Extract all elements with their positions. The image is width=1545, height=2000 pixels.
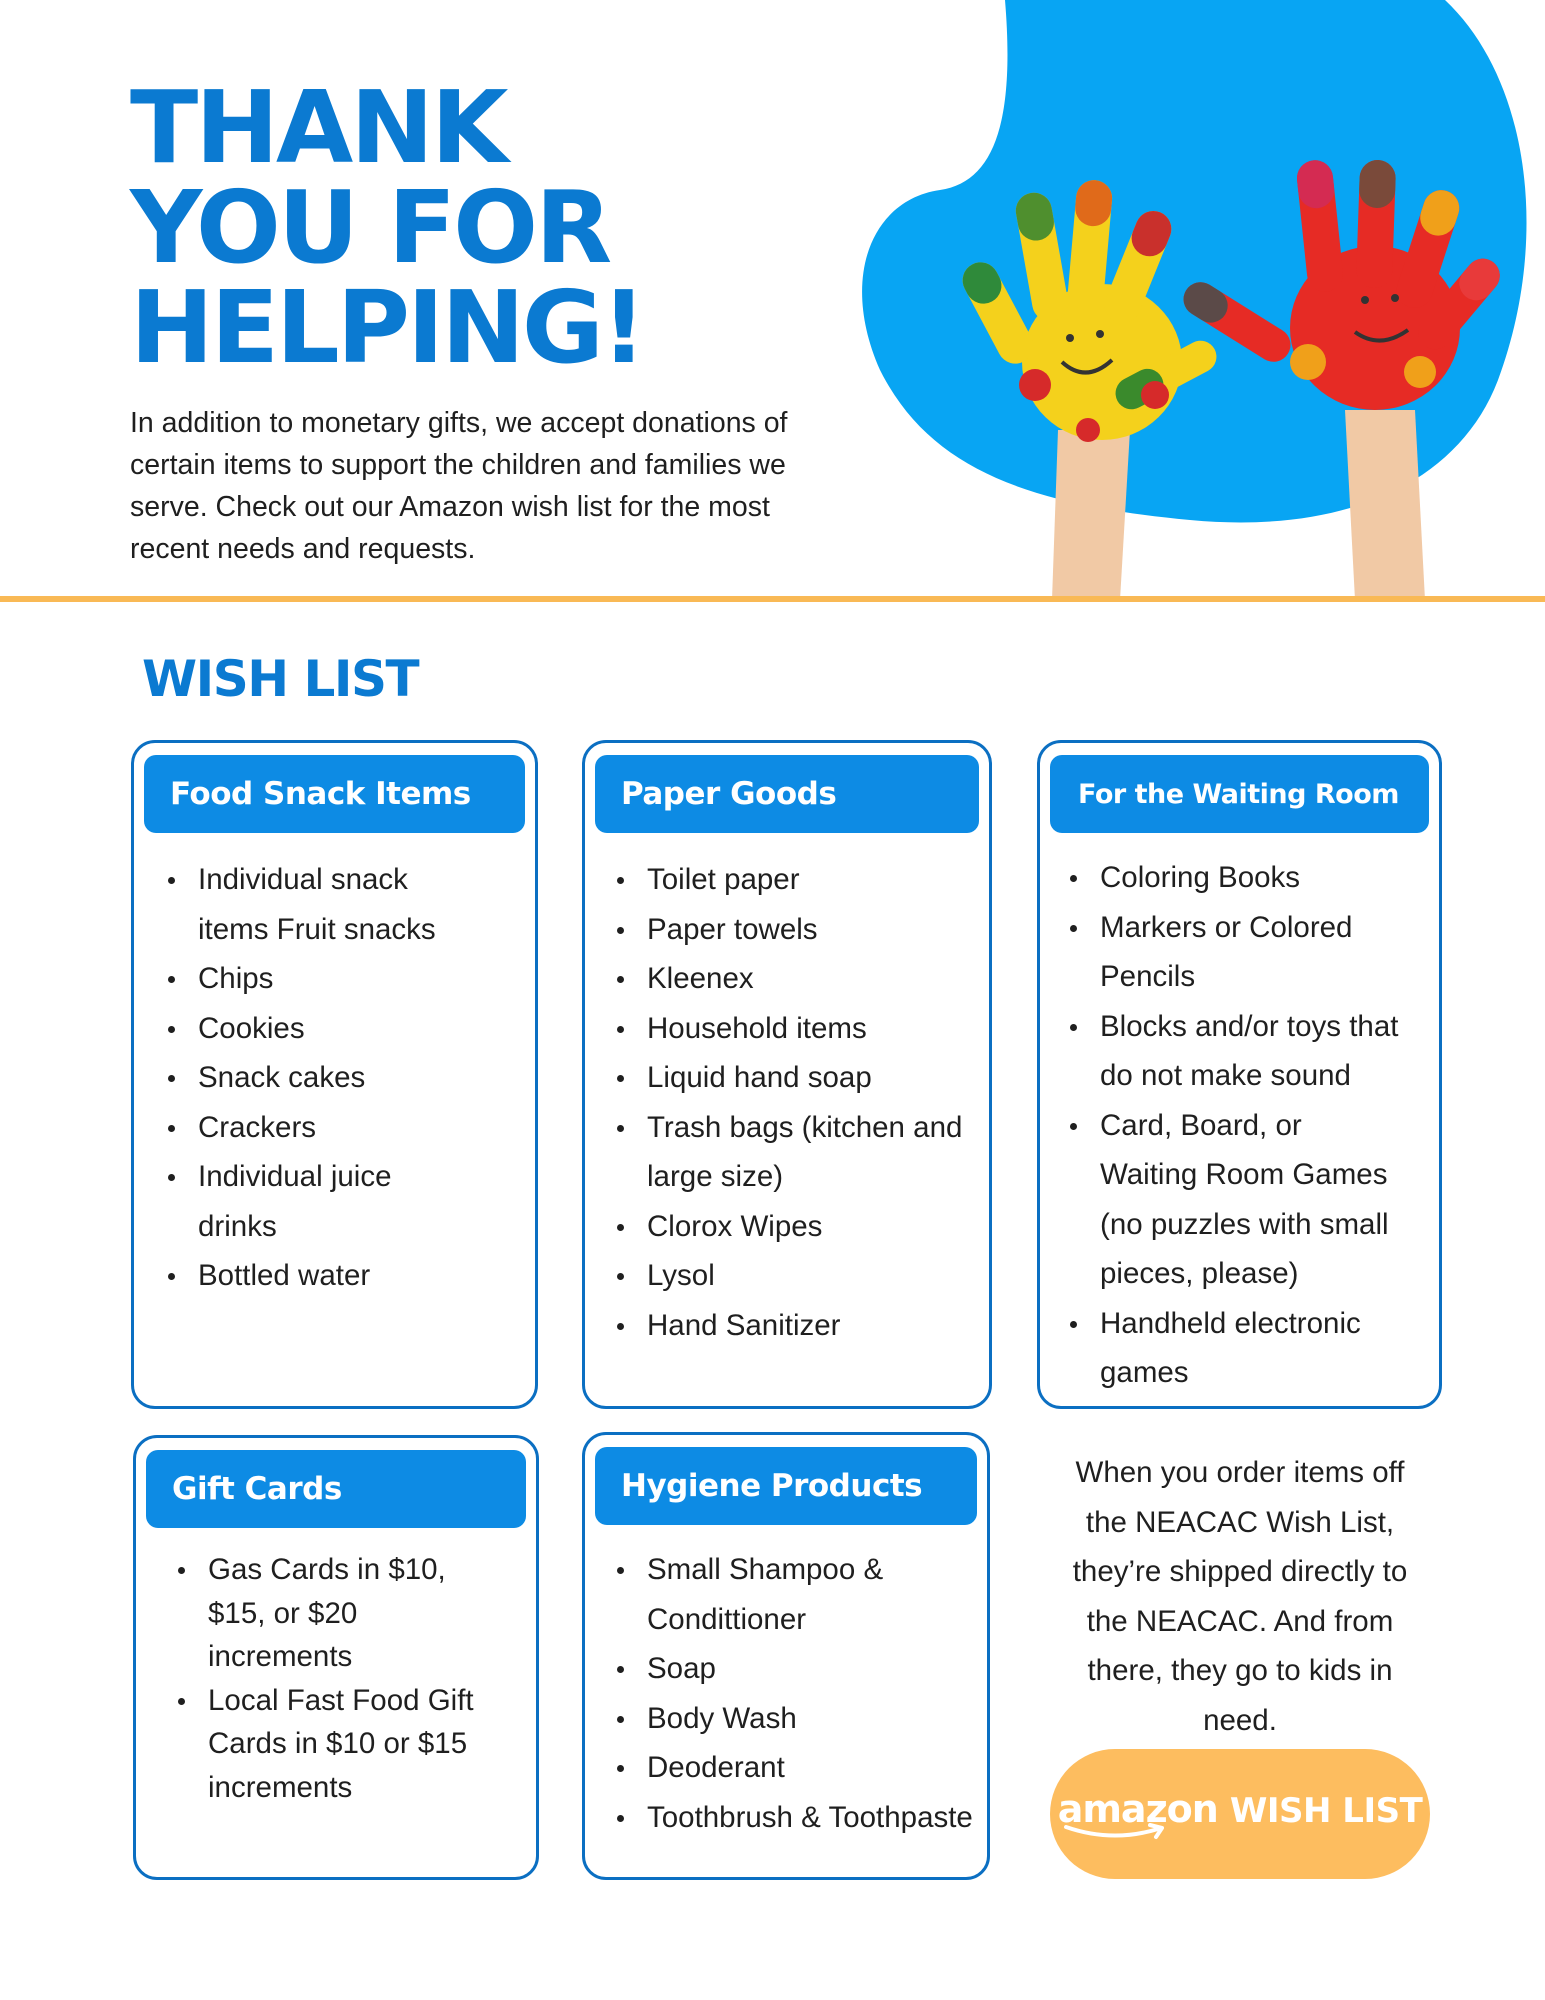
- list-item: Gas Cards in $10, $15, or $20 increments: [208, 1548, 508, 1679]
- amazon-button-label: WISH LIST: [1229, 1791, 1423, 1831]
- list-item: Hand Sanitizer: [647, 1301, 987, 1351]
- item-list: [198, 855, 525, 1301]
- list-item: Deoderant: [647, 1743, 987, 1793]
- list-item: Toothbrush & Toothpaste: [647, 1793, 987, 1843]
- card-title: Hygiene Products: [595, 1447, 977, 1525]
- list-item: Crackers: [198, 1103, 525, 1153]
- card-title: Gift Cards: [146, 1450, 526, 1528]
- card-waiting-room: [1037, 740, 1442, 1409]
- painted-hands-illustration: [830, 0, 1545, 600]
- amazon-smile-icon: [1062, 1823, 1174, 1841]
- card-hygiene-products: [582, 1432, 990, 1880]
- headline-line-3: HELPING!: [130, 269, 644, 386]
- card-paper-goods: [582, 740, 992, 1409]
- list-item: Card, Board, or Waiting Room Games (no puzzles with small pieces, please): [1100, 1101, 1400, 1299]
- list-item: Individual snack items Fruit snacks: [198, 855, 438, 954]
- list-item: Coloring Books: [1100, 853, 1430, 903]
- headline-line-2: YOU FOR: [130, 169, 610, 286]
- list-item: Small Shampoo & Condittioner: [647, 1545, 927, 1644]
- list-item: Handheld electronic games: [1100, 1299, 1390, 1398]
- section-divider: [0, 596, 1545, 602]
- item-list: [647, 855, 987, 1350]
- list-item: Clorox Wipes: [647, 1202, 987, 1252]
- list-item: Local Fast Food Gift Cards in $10 or $15 increments: [208, 1679, 498, 1810]
- intro-paragraph: In addition to monetary gifts, we accept donations of certain items to support the children and families we serve. Check out our Amazon wish list for the most recent needs and requests.: [130, 407, 788, 565]
- list-item: Soap: [647, 1644, 987, 1694]
- list-item: Lysol: [647, 1251, 987, 1301]
- wish-list-title: WISH LIST: [142, 650, 419, 708]
- card-title: Food Snack Items: [144, 755, 525, 833]
- item-list: [1100, 853, 1430, 1398]
- list-item: Cookies: [198, 1004, 525, 1054]
- list-item: Trash bags (kitchen and large size): [647, 1103, 977, 1202]
- headline-line-1: THANK: [130, 69, 506, 186]
- card-title: For the Waiting Room: [1050, 755, 1429, 833]
- list-item: Snack cakes: [198, 1053, 525, 1103]
- list-item: Markers or Colored Pencils: [1100, 903, 1390, 1002]
- item-list: [647, 1545, 987, 1842]
- list-item: Toilet paper: [647, 855, 987, 905]
- list-item: Chips: [198, 954, 525, 1004]
- list-item: Paper towels: [647, 905, 987, 955]
- amazon-wish-list-button[interactable]: [1050, 1749, 1430, 1879]
- list-item: Individual juice drinks: [198, 1152, 428, 1251]
- list-item: Body Wash: [647, 1694, 987, 1744]
- list-item: Bottled water: [198, 1251, 525, 1301]
- amazon-logo: [1058, 1787, 1218, 1841]
- item-list: [208, 1548, 528, 1809]
- card-title: Paper Goods: [595, 755, 979, 833]
- amazon-wordmark: amazon: [1057, 1787, 1218, 1831]
- wish-list-note: When you order items off the NEACAC Wish List, they’re shipped directly to the NEACAC. And from there, they go to kids in need.: [1072, 1456, 1408, 1737]
- headline: [130, 69, 644, 386]
- list-item: Liquid hand soap: [647, 1053, 987, 1103]
- list-item: Household items: [647, 1004, 987, 1054]
- card-gift-cards: [133, 1435, 539, 1880]
- card-food-snack-items: [131, 740, 538, 1409]
- list-item: Kleenex: [647, 954, 987, 1004]
- list-item: Blocks and/or toys that do not make sound: [1100, 1002, 1422, 1101]
